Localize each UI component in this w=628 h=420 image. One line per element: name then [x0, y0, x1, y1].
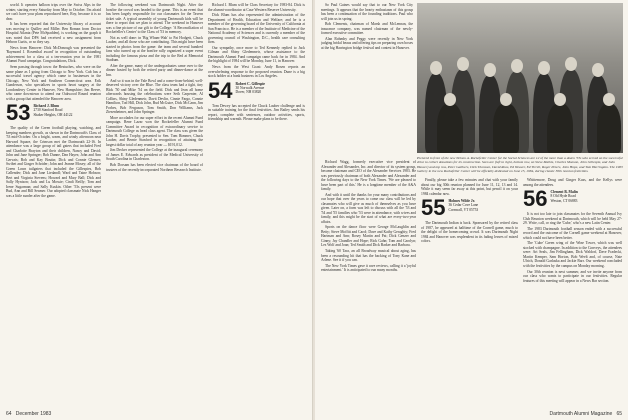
person-head [565, 57, 577, 71]
paragraph: Our sympathy, once more to Ted Kennedy replied to Jack Gilman and Shiny Gledenmeir, whose assistance to the Dartmouth Alumni Fund campaign came back for in 1984. And the highlight of 1984 will be Monday, June 11, in Hanover. [208, 45, 305, 64]
paragraph: The New York Times gave it rave reviews, calling it a 'joyful entertainment.' It is anticipated to run many months. [321, 263, 416, 273]
class-group-photo [417, 3, 623, 153]
right-page-column-3 [523, 178, 622, 405]
left-page [0, 0, 313, 420]
person-head [457, 57, 469, 71]
paragraph: Tom Dewey has accepted the Chuck Lauber challenge and is in suitable training for the final festivities. Jim Bailey sends his report, complete with sentences, outdoor activities, sports, friendship and warmth. Please make plans to be there. [208, 103, 305, 122]
paragraph: News from Hanover: Dick McDonough was presented the 'Raymond J. Rosenthal award' in recognition of outstanding achievement for a class at a ten-reunion year in the 1981 Alumni Fund campaign. Congratulations, Dick. [6, 45, 101, 64]
paragraph: Whittemore, Doug and Ginger Kuss, and the Kellys were among the attendees. [523, 178, 622, 187]
bio-name: Holmes Wilde Jr. [448, 199, 475, 203]
class-bio-55 [421, 195, 518, 220]
bio-contact [235, 81, 264, 95]
person-head [554, 93, 566, 106]
page-number: 65 [616, 411, 622, 417]
class-number: 56 [523, 186, 548, 211]
person-head [592, 63, 604, 77]
paragraph: Bob Dorsam has been elected vice chairman of the board of trustees of the recently incorporated Northern Research Institute. [106, 163, 203, 172]
paragraph: Sports on the dance floor were George McLaughlin and Betty; Steve Moffitt and Carol; Dave and Kathy Geraghty; Fred Hartman and Ann; Rosey Martin and Pat; Dick Genzer and Ginny; Jay Chandler and Hope; Rick Gahn; Tom and Carolyn; Les Wolf and Joan; Ted Smith and Dick Barker and Barbara. [321, 225, 416, 248]
left-page-column-3 [208, 3, 305, 405]
person-head [444, 93, 456, 106]
photo-caption: Pictured in front of the new Nelson A. Rockefeller Center for the Social Sciences are 12 of the more than a dozen '53s who served on the successful drive to collect donations for its construction. Seen are (left to right, bottom row, on Steve Mathis, Charles Munson, John Gillespie, and John Hauser) and top row, Peter Gaithers, Dick Thomsen, David Roos, Ed Weaver, Ed Tirrell, Roger Peters, John Hope, and Tom Harrington. The 1983 Gallery in the new Rockefeller Center will be officially dedicated on June 15, 1984, during classic 30th reunion festivities. [417, 156, 623, 173]
left-page-footer [6, 411, 51, 417]
paragraph: The 'Cube' Green wing of the Wine Tower, which was well stocked with champagne. In addition to the Conveys, the attendees were: Art Seals, Jim Fellingham, Dick Waldorf, Dave Fradeckt, Martin Kemper, Sam Horton, Bob Weelt and, of course, Nate Ulrich, Donald Garlaska and Jackie Barr. Our weekend concluded with the festivities by the campus on Monday morning. [523, 241, 622, 268]
bio-contact [550, 189, 577, 203]
right-page-column-2 [421, 178, 518, 405]
paragraph: Bob Clements, chairman of Marsh and McLennan, the insurance company, was named chairman of the newly-formed executive committee. [321, 22, 413, 36]
left-page-column-2 [106, 3, 203, 405]
person-figure [597, 103, 621, 153]
person-head [603, 93, 615, 106]
page-number: 64 [6, 411, 12, 417]
person-figure [437, 103, 463, 153]
running-head: Dartmouth Alumni Magazine [549, 411, 613, 417]
bio-name: Clement B. Malin [550, 190, 578, 194]
paragraph: So Paul Gaines would say that to our New York City meetings. It appears that the hearty enthusiasm of this group has been a continuation of the founding traditions. Paul who will join us in spring. [321, 3, 413, 21]
bio-city: Shaker Heights, OH 44122 [33, 112, 73, 117]
paragraph: Seen passing through town: the Bestuches, who were on the same plane as I going from Chicago to New York. Cub has a successful travel agency which came to businesses in the Chicago, New York and Southern Connecticut area. Erik Gunderson, who specializes in sports heart surgery at the Londonderry Center in Hanover, New Hampshire; Jim Reeve, who came downtown to attend our Oakwood Round reunion with a group that attended the Hanover area. [6, 65, 101, 101]
paragraph: After the game, many of the undergraduates came over to the dinner hosted by both the retired party and dinner-dance at the Inn. [106, 63, 203, 77]
bio-address: 30 Norwalk Avenue [235, 85, 265, 90]
paragraph: The following weekend was Dartmouth Night. After the bonfire the crowd was headed to the game. This is an event that has been largely responsible for our classmates for the Tavern ticket sale. A typical assembly of young Dartmouth kids will be there to report that we plan to attend. The weekend in Hanover was a fine picture of our gift to the College: 'A Reconciliation of Rockefeller's Center' to the Class of '53 in memory. [106, 3, 203, 34]
paragraph: It has been reported that the University library of account was moving to Quilley and Miller. Ben Roman from Doctor Hospital Atlanta (Pete McSpadden), is working on the graph it was noted that DPS had received a new assignment from Hebron Curtis, or so they say. [6, 22, 101, 45]
right-page-column-1-top [321, 3, 413, 158]
paragraph: Dick Blum has also represented the administration of the Department of Health, Education and Welfare; and he is a member of the governing board of the University of California at San Francisco. He is a member of the Institute of Medicine of the National Academy of Sciences and is currently a member of the governing council of Washington, D.C., health care consulting firm. [208, 13, 305, 45]
class-bio-56 [523, 186, 622, 211]
paragraph: News from the West Coast: Andy Rosen reports an overwhelming response to the proposed reunion. Dune is a big stock holder at a bank business in Los Angeles. [208, 65, 305, 79]
paragraph: The quality of the Green football playing, watching, and keeping numbers growth, as shown in the Dartmouth's Class of '53 mid-October. On a bright, warm, and windy afternoon near Harvard Square, the Crimson met the Dartmouth 22-16. In attendance was a large group of tail gaters that included Fred and Charlotte Brayton and their children, Nancy and David; John and Jane Springer; Bob Dunne, Dan Hayes; John and Ann Gervais; Bob and Kay Boutin; Dick and Connie Glenser; Swibet and Ginger Schrider; John and Jeanne Mosey; all of the Green Lawn tailgaters that included the Gillespies, Bob Callender; Dick and Jane Liedandl; Ward and Taine Hobson; Bert and Virginia Stevens; Howard and Mary Ball; Dick and Sally Hynison; Jack and Lu Mossie; Cindi Reilly; Tom and Irene Sugarman; and Sally Kuskin. Other '53s present were Bud, Ann and Bill Seamer. Our adopted classmate Nick Hanger was a little sunder after the game. [6, 126, 101, 198]
person-head [511, 59, 523, 73]
bio-name: Richard J. Blum [33, 104, 59, 109]
bio-contact [33, 103, 72, 117]
paragraph: Richard Wagg, formerly executive vice president of Alexander and Alexander, Inc. and director of its system group, became chairman and CEO of the Alexander Services 1983. He was previously chairman of both Alexander and Alexander and the following days to the New York Times. 'We are pleased to have been part of this.' He is a longtime member of the A&A family. [321, 160, 416, 191]
bio-name: Robert C. Gillespie [235, 81, 265, 86]
class-number: 55 [421, 195, 446, 220]
bio-city: Weston, CT 06883 [550, 198, 578, 203]
bio-contact [448, 198, 478, 212]
paragraph: More accolades for our super effort in the recent Alumni Fund campaign. Rene Lazar won the Rockefeller Alumni Fund Committee Award in recognition of extraordinary service to Dartmouth College as head class agent. The class was given the John H. Davis Trophy, presented to Sen. Tom Rimmer, Chuck Lauber, and Bernie Stanford in recognition of attaining the largest dollar total of any reunion year — $191,012. [106, 115, 203, 147]
class-bio-53 [6, 100, 101, 126]
left-page-column-1 [6, 3, 101, 405]
paragraph: It is not too late to join classmates for the Seventh Annual Ivy Club Reunion weekend at Dartmouth, which will be held May 27-29. Write, call, or ring the 'Cube,' who's a new Latin Center. [523, 212, 622, 225]
paragraph: Finally, please take a few minutes and chat with your family about our big 30th reunion planned for June 11, 12, 13 and 14. While it may seem far away at this point, but pencil it on your 1984 calendar now. [421, 178, 518, 196]
running-head: December 1983 [15, 411, 52, 417]
bio-city: Dover, NH 03820 [235, 90, 262, 95]
bio-address: 8 Old Hyde Road [550, 194, 576, 199]
paragraph: Richard J. Blum will be Class Secretary for 1983-84. Dick is the alumni-coordinator at Case Western Reserve University. [208, 3, 305, 12]
paragraph: The 1983 Dartmouth football season ended with a successful record and the outcome of the Cornell game weekend at Hanover, which could not have been better. [523, 226, 622, 240]
person-head [484, 63, 496, 77]
person-figure [493, 103, 519, 153]
bio-city: Cornwall, VT 05753 [448, 207, 479, 212]
paragraph: world. It operates balloon trips over the Swiss Alps in the winter, starting every Saturday from May to October. I'm afraid we can't have your plans reproduced here, Roy, because it is so dear. [6, 3, 101, 21]
bio-address: 2730 Stanford Road [33, 108, 63, 113]
class-bio-54 [208, 77, 305, 103]
person-head [500, 93, 512, 106]
right-page-column-1 [321, 160, 416, 405]
person-head [430, 61, 442, 75]
person-figure [547, 103, 573, 153]
paragraph: Jim Decker represented the College at the inaugural ceremony of James E. Edwards as president of the Medical University of South Carolina in Charleston. [106, 148, 203, 162]
paragraph: Not as well done: in 'Big Wham-Wah' to Pat Hodgett, Chuck Lauber, and all those who are contributing. This might have been started in photos from the game: the team and several hundred fans who turned up at the bonfire rally organized a super event including the famous pizza and the trip to the Red at Memorial Stadium. [106, 35, 203, 63]
paragraph: And so it was in the Yale Bowl and a come-from-behind, well-deserved victory over the Blue. The class team had a tight, tiny Blok '50 and Mike '54 on the field. Dick and Jean all home afterwards housing the celebrations were Seth Carpenter, Al Collins, Shiny Gledenmeir, Davit Devlin, Cinnie Fargo, Connie Hamilton, Tod Hill, Dick John, Bud McGuire, Dick McCann, Jim Forbes, Bob Ferguson, Tom Smith, Don Williams, Jack Ziesenheimer, and John Springer. [106, 78, 203, 115]
class-number: 53 [6, 100, 31, 126]
bio-address: 36 Cedar Cove Lane [448, 203, 479, 208]
paragraph: The Dartmouth Indian is back. Sponsored by the retired class of 1987, he appeared at halftime of the Cornell game, much to the delight of the homecoming crowd. It was Dartmouth Night 1984 and Hanover was resplendent in its fading leaves of mixed colors. [421, 221, 518, 243]
paragraph: Alan Rohmby and Peggy were recently in New York judging bridal beaus and offering tips on preparing own boxes at the big Harrington bridge festival and contest in Hanover. [321, 36, 413, 50]
paragraph: And with it until the thanks for your many contributions and our hope that over the years to come our class will be led by classmates who will give as much of themselves as you have given. Later on, a form was left to discuss with all the '53 and '54 and '55 families who '53 were in attendance, with wives and family, and this might be the start of what are every-two-year affairs. [321, 192, 416, 224]
paragraph: Our 30th reunion is next summer, and we invite anyone from our class who wants to participate in our festivities. Regular features of this meeting will appear in a News Bar section. [523, 269, 622, 283]
person-head [538, 61, 550, 75]
right-page-footer [549, 411, 622, 417]
paragraph: Taking '60 Tara, an all Broadway musical about aging, has been a resounding hit that has the backing of Tony Kane and Arlene. See it if you can. [321, 249, 416, 263]
class-number: 54 [208, 77, 233, 103]
right-page [315, 0, 628, 420]
